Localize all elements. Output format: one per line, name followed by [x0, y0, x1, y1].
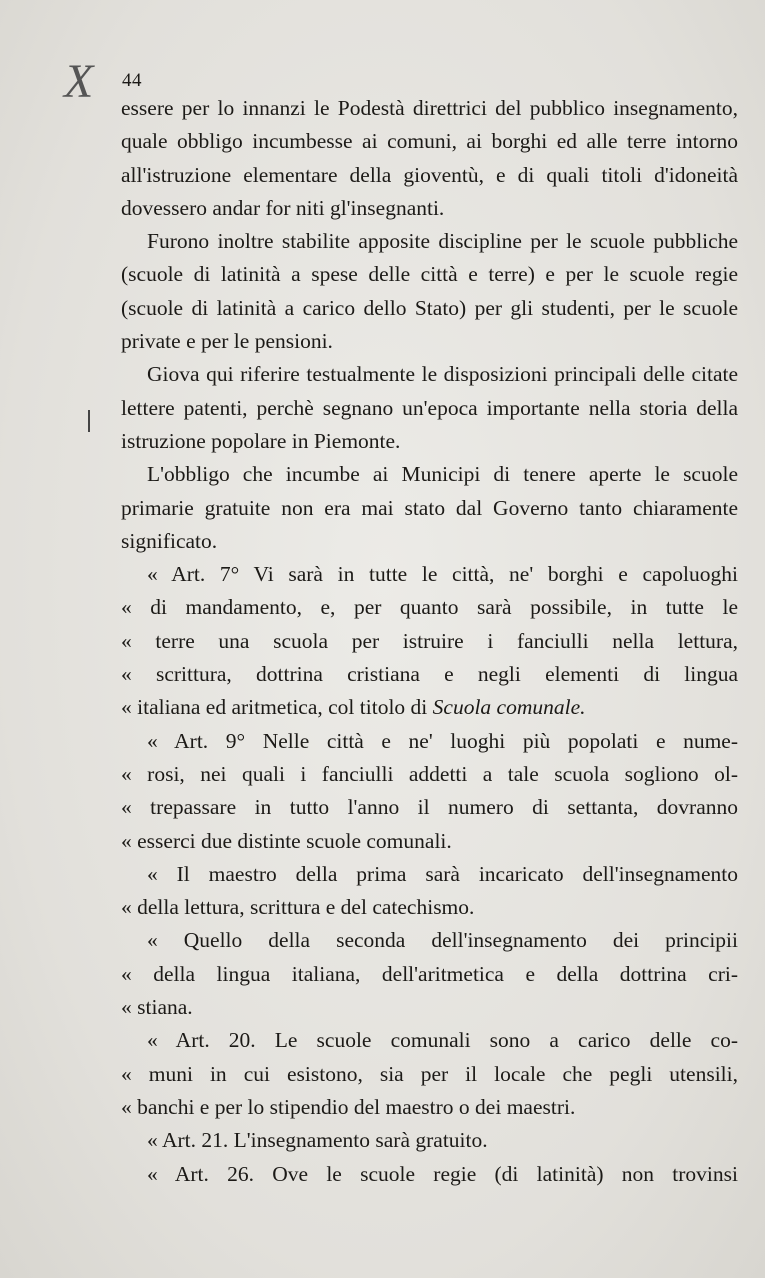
quote-block: [121, 1158, 738, 1191]
quote-line: [121, 691, 738, 724]
quote-block: [121, 924, 738, 1024]
quoted-articles: [121, 558, 738, 1191]
quote-line: « di mandamento, e, per quanto sarà possibile, in tutte le: [121, 595, 738, 620]
paragraph: essere per lo innanzi le Podestà direttrici del pubblico insegnamento, quale obbligo incumbesse ai comuni, ai borghi ed alle terre intorno all'istruzione elementare della gioventù, e di quali titoli d'idoneità dovessero andar for niti gl'insegnanti.: [121, 96, 738, 220]
quote-block: [121, 558, 738, 724]
quote-block: [121, 1024, 738, 1124]
italic-term: Scuola comunale.: [432, 695, 586, 720]
quote-block: [121, 1124, 738, 1157]
quote-line: « Art. 21. L'insegnamento sarà gratuito.: [147, 1128, 488, 1153]
quote-block: [121, 858, 738, 925]
quote-line: « Quello della seconda dell'insegnamento dei principii: [147, 928, 738, 953]
page-number: 44: [122, 70, 142, 91]
quote-line: « Art. 7° Vi sarà in tutte le città, ne' borghi e capoluoghi: [147, 562, 738, 587]
quote-line: « Art. 9° Nelle città e ne' luoghi più popolati e nume-: [147, 728, 738, 753]
quote-line: « muni in cui esistono, sia per il locale che pegli utensili,: [121, 1061, 738, 1086]
quote-line: « banchi e per lo stipendio del maestro o dei maestri.: [121, 1094, 576, 1119]
quote-line: « scrittura, dottrina cristiana e negli elementi di lingua: [121, 662, 738, 687]
paragraph: L'obbligo che incumbe ai Municipi di tenere aperte le scuole primarie gratuite non era mai stato dal Governo tanto chiaramente significato.: [121, 462, 738, 553]
quote-line: « della lettura, scrittura e del catechismo.: [121, 895, 475, 920]
quote-block: [121, 725, 738, 858]
quote-line: « Art. 20. Le scuole comunali sono a carico delle co-: [147, 1028, 738, 1053]
quote-line: « della lingua italiana, dell'aritmetica e della dottrina cri-: [121, 961, 738, 986]
quote-line: « esserci due distinte scuole comunali.: [121, 828, 452, 853]
quote-line: « trepassare in tutto l'anno il numero di settanta, dovranno: [121, 795, 738, 820]
quote-line: « terre una scuola per istruire i fanciulli nella lettura,: [121, 628, 738, 653]
margin-pencil-stroke: [88, 410, 90, 432]
paragraph: Furono inoltre stabilite apposite discipline per le scuole pubbliche (scuole di latinità a spese delle città e terre) e per le scuole regie (scuole di latinità a carico dello Stato) per gli studenti, per le scuole private e per le pensioni.: [121, 229, 738, 354]
quote-line: « Art. 26. Ove le scuole regie (di latinità) non trovinsi: [147, 1161, 738, 1186]
page-body: [121, 92, 738, 1191]
quote-line: « stiana.: [121, 995, 193, 1020]
quote-line: « Il maestro della prima sarà incaricato dell'insegnamento: [147, 861, 738, 886]
paragraph: Giova qui riferire testualmente le disposizioni principali delle citate lettere patenti, perchè segnano un'epoca importante nella storia della istruzione popolare in Piemonte.: [121, 362, 738, 453]
quote-line-text: « italiana ed aritmetica, col titolo di: [121, 695, 433, 720]
quote-line: « rosi, nei quali i fanciulli addetti a tale scuola sogliono ol-: [121, 761, 738, 786]
margin-pencil-mark: X: [64, 55, 94, 108]
